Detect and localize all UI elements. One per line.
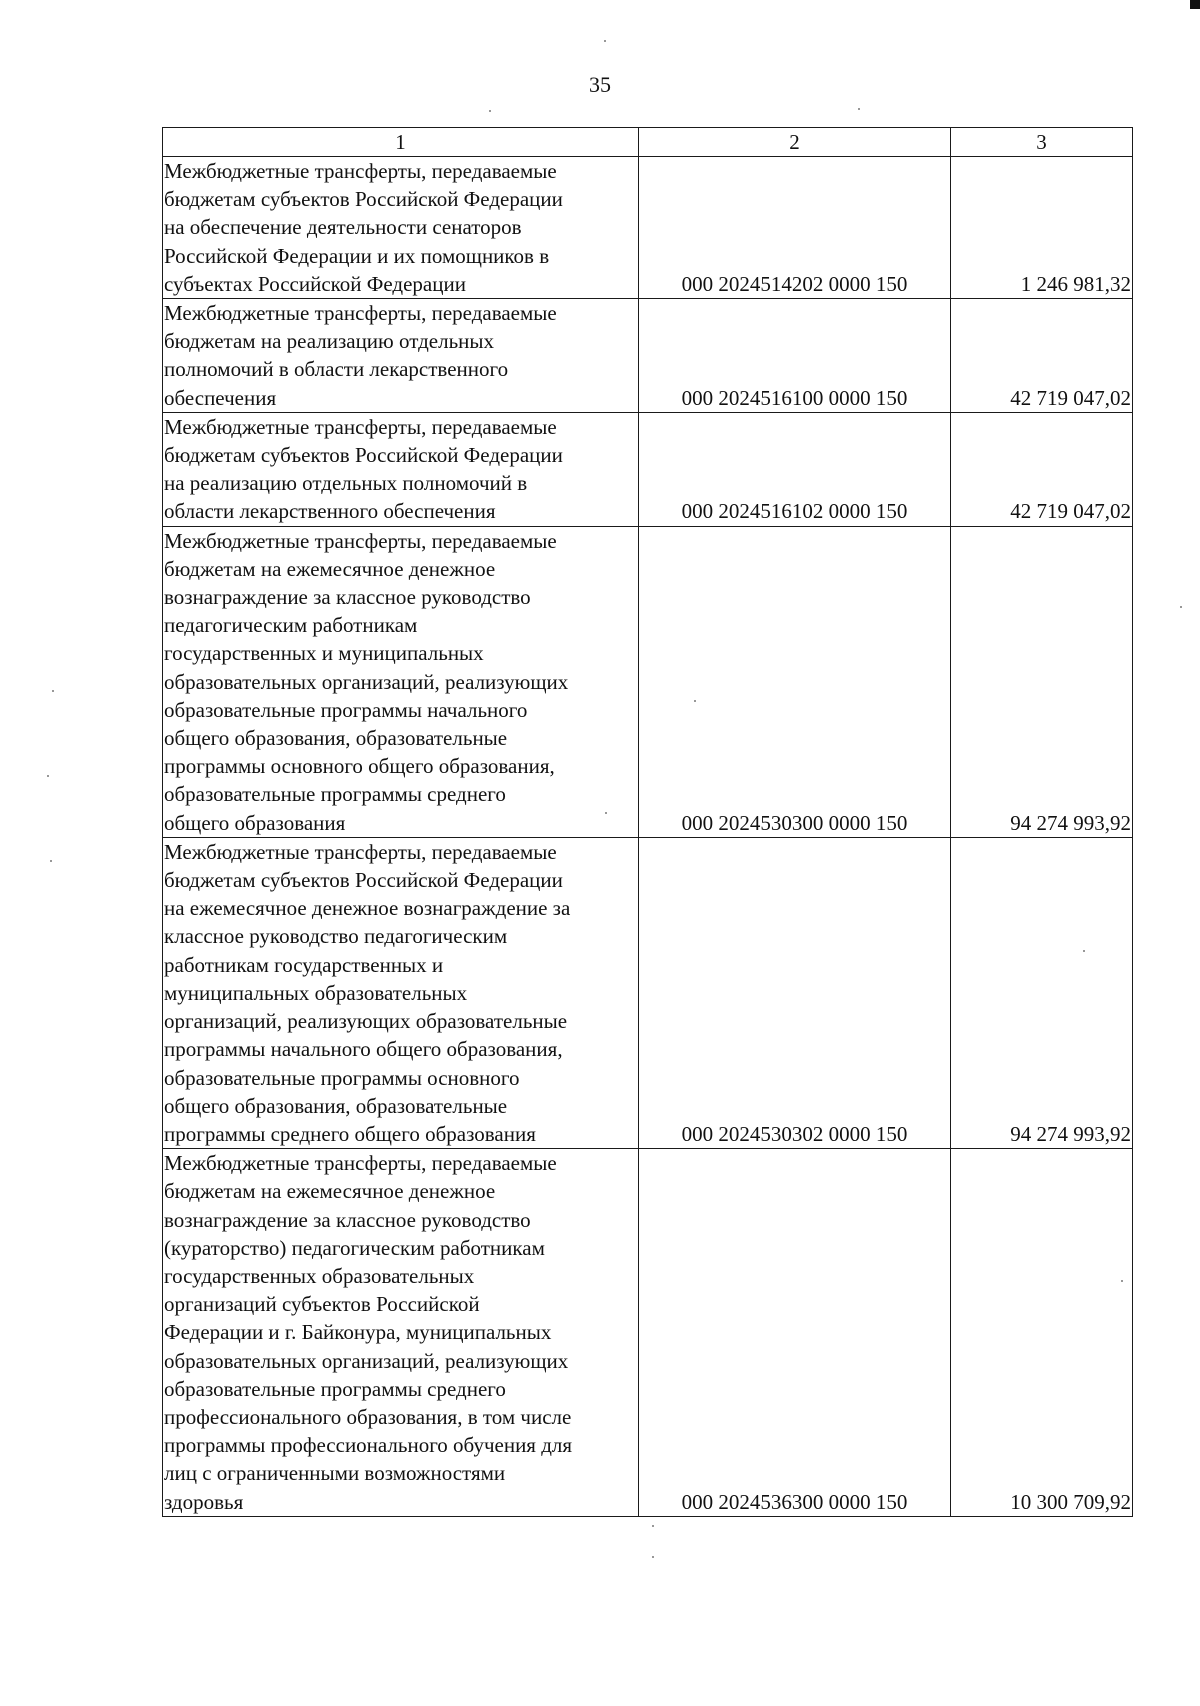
description-line: на реализацию отдельных полномочий в: [164, 471, 528, 496]
description-line: бюджетам на ежемесячное денежное: [164, 556, 496, 581]
scan-speck: [604, 40, 606, 42]
description-line: классное руководство педагогическим: [164, 924, 508, 949]
row-description: [163, 412, 639, 526]
scan-speck: [858, 108, 860, 110]
page-number: 35: [589, 72, 611, 97]
description-line: на обеспечение деятельности сенаторов: [164, 215, 522, 240]
row-description: [163, 157, 639, 299]
table-row: [163, 299, 1133, 413]
table-row: [163, 1149, 1133, 1517]
description-line: программы среднего общего образования: [164, 1121, 536, 1146]
row-description: [163, 1149, 639, 1517]
scan-speck: [694, 700, 696, 702]
scan-corner-mark: [1190, 0, 1200, 9]
description-line: бюджетам на ежемесячное денежное: [164, 1179, 496, 1204]
description-line: образовательные программы начального: [164, 697, 528, 722]
description-line: области лекарственного обеспечения: [164, 499, 496, 524]
column-header-3: 3: [951, 128, 1133, 157]
description-line: программы профессионального обучения для: [164, 1433, 573, 1458]
description-line: Российской Федерации и их помощников в: [164, 243, 550, 268]
description-line: образовательных организаций, реализующих: [164, 669, 569, 694]
scan-speck: [652, 1525, 654, 1527]
description-line: программы начального общего образования,: [164, 1037, 563, 1062]
column-header-1: 1: [163, 128, 639, 157]
amount-value: 10 300 709,92: [951, 1149, 1133, 1517]
scan-speck: [47, 775, 49, 777]
budget-classification-code: 000 2024530300 0000 150: [639, 526, 951, 837]
budget-classification-code: 000 2024514202 0000 150: [639, 157, 951, 299]
amount-value: 1 246 981,32: [951, 157, 1133, 299]
header-row: [163, 128, 1133, 157]
amount-value: 42 719 047,02: [951, 412, 1133, 526]
row-description: [163, 526, 639, 837]
description-line: Межбюджетные трансферты, передаваемые: [164, 528, 557, 553]
description-line: здоровья: [164, 1489, 244, 1514]
budget-classification-code: 000 2024530302 0000 150: [639, 837, 951, 1148]
column-header-2: 2: [639, 128, 951, 157]
description-line: бюджетам субъектов Российской Федерации: [164, 443, 563, 468]
table-row: [163, 837, 1133, 1148]
scan-speck: [52, 690, 54, 692]
description-line: образовательные программы основного: [164, 1065, 520, 1090]
description-line: организаций субъектов Российской: [164, 1292, 480, 1317]
description-line: образовательных организаций, реализующих: [164, 1348, 569, 1373]
description-line: муниципальных образовательных: [164, 980, 468, 1005]
description-line: общего образования, образовательные: [164, 726, 508, 751]
description-line: образовательные программы среднего: [164, 1376, 506, 1401]
description-line: полномочий в области лекарственного: [164, 357, 509, 382]
scan-speck: [1121, 1280, 1123, 1282]
budget-classification-code: 000 2024536300 0000 150: [639, 1149, 951, 1517]
description-line: бюджетам субъектов Российской Федерации: [164, 868, 563, 893]
budget-classification-code: 000 2024516102 0000 150: [639, 412, 951, 526]
amount-value: 94 274 993,92: [951, 526, 1133, 837]
description-line: Межбюджетные трансферты, передаваемые: [164, 159, 557, 183]
description-line: образовательные программы среднего: [164, 782, 506, 807]
table-row: [163, 526, 1133, 837]
description-line: бюджетам субъектов Российской Федерации: [164, 187, 563, 212]
description-line: организаций, реализующих образовательные: [164, 1009, 568, 1034]
description-line: обеспечения: [164, 385, 277, 410]
description-line: профессионального образования, в том числе: [164, 1404, 572, 1429]
description-line: бюджетам на реализацию отдельных: [164, 329, 495, 354]
description-line: государственных и муниципальных: [164, 641, 484, 666]
scan-speck: [50, 860, 52, 862]
description-line: на ежемесячное денежное вознаграждение за: [164, 896, 571, 921]
description-line: программы основного общего образования,: [164, 754, 555, 779]
description-line: работникам государственных и: [164, 952, 444, 977]
scan-speck: [1180, 606, 1182, 608]
row-description: [163, 837, 639, 1148]
description-line: Межбюджетные трансферты, передаваемые: [164, 414, 557, 439]
table-body: [163, 157, 1133, 1517]
description-line: Межбюджетные трансферты, передаваемые: [164, 301, 557, 326]
description-line: вознаграждение за классное руководство: [164, 585, 531, 610]
description-line: субъектах Российской Федерации: [164, 271, 466, 296]
budget-transfers-table: [162, 127, 1133, 1517]
description-line: педагогическим работникам: [164, 613, 418, 638]
table-row: [163, 157, 1133, 299]
scan-speck: [605, 812, 607, 814]
description-line: Межбюджетные трансферты, передаваемые: [164, 839, 557, 864]
amount-value: 94 274 993,92: [951, 837, 1133, 1148]
description-line: общего образования: [164, 810, 346, 835]
scan-speck: [652, 1556, 654, 1558]
description-line: общего образования, образовательные: [164, 1093, 508, 1118]
scan-speck: [1083, 950, 1085, 952]
description-line: (кураторство) педагогическим работникам: [164, 1235, 545, 1260]
description-line: Федерации и г. Байконура, муниципальных: [164, 1320, 552, 1345]
description-line: вознаграждение за классное руководство: [164, 1207, 531, 1232]
description-line: лиц с ограниченными возможностями: [164, 1461, 506, 1486]
budget-classification-code: 000 2024516100 0000 150: [639, 299, 951, 413]
row-description: [163, 299, 639, 413]
amount-value: 42 719 047,02: [951, 299, 1133, 413]
description-line: Межбюджетные трансферты, передаваемые: [164, 1151, 557, 1176]
description-line: государственных образовательных: [164, 1263, 475, 1288]
table-row: [163, 412, 1133, 526]
scan-speck: [489, 110, 491, 112]
